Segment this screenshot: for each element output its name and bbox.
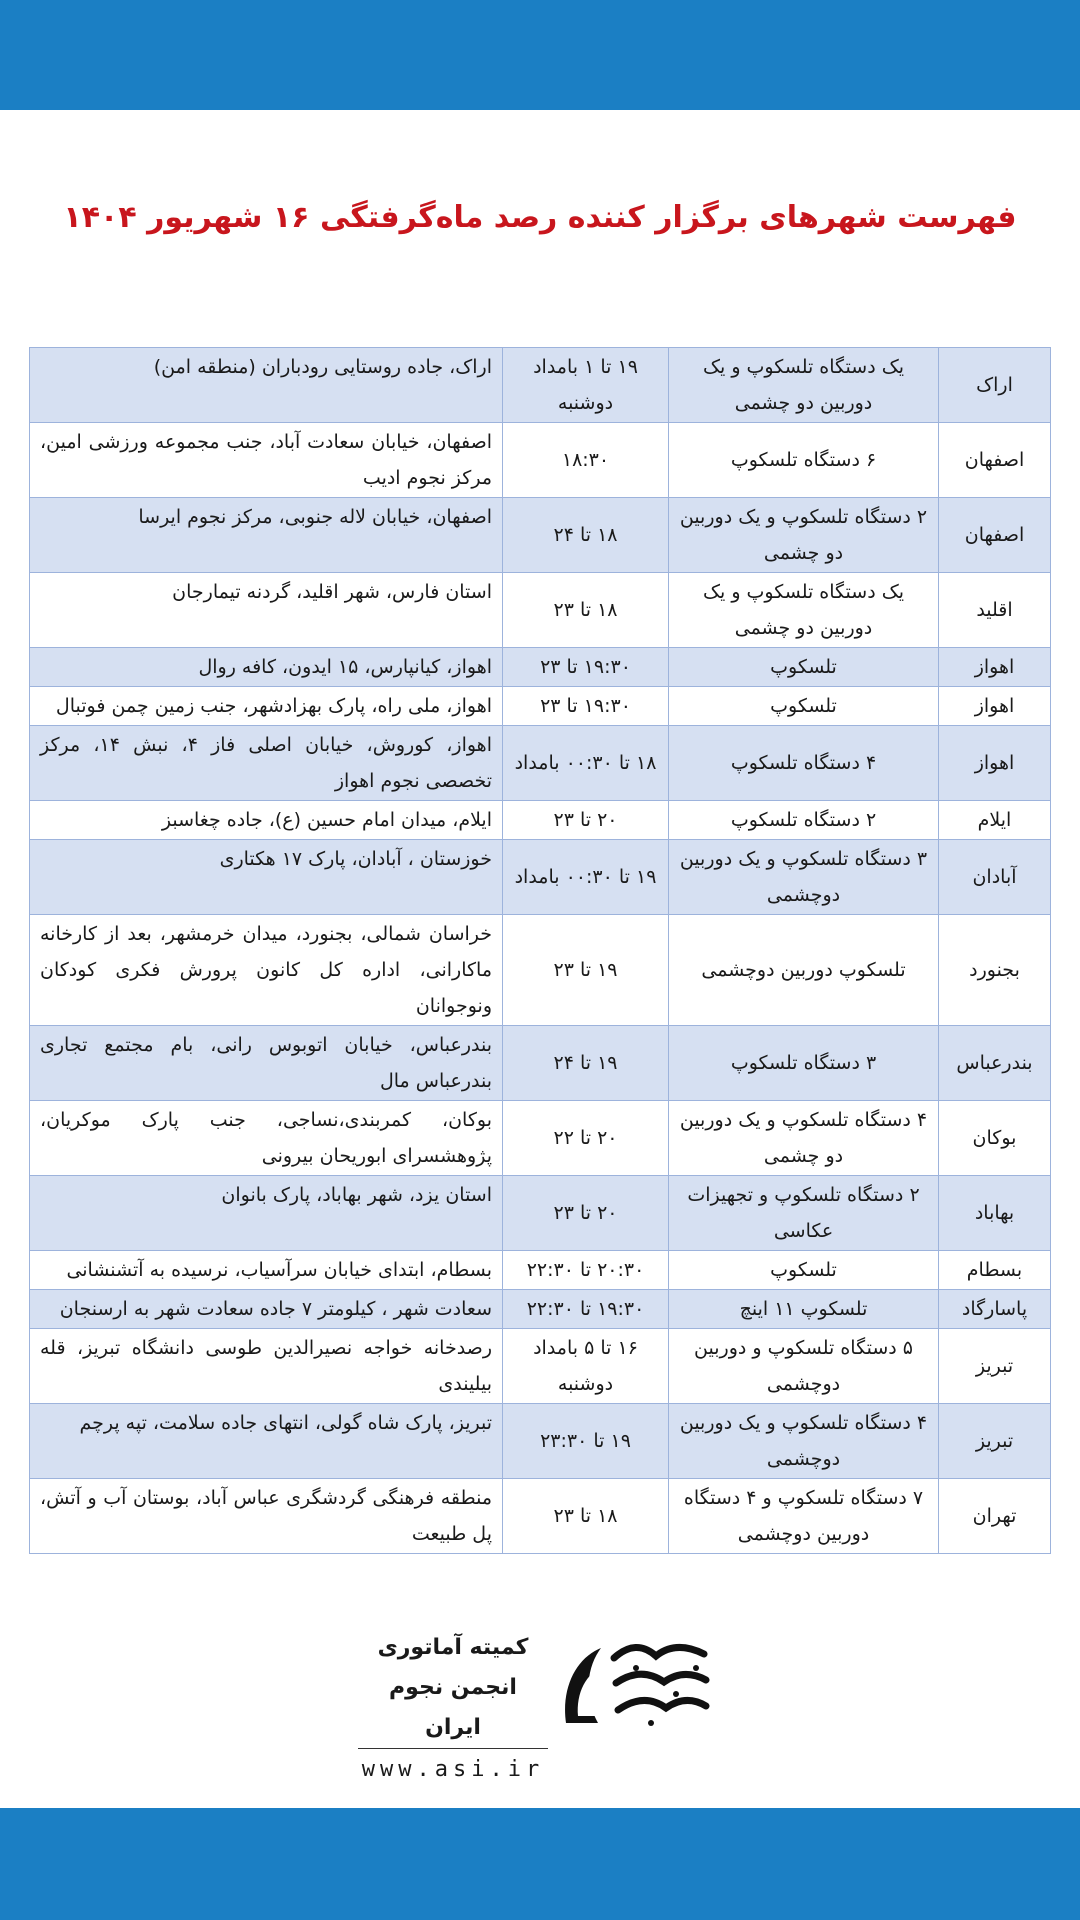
time-cell: ۱۹:۳۰ تا ۲۲:۳۰ [503, 1290, 669, 1329]
equipment-cell: ۳ دستگاه تلسکوپ و یک دوربین دوچشمی [669, 840, 939, 915]
time-cell: ۲۰:۳۰ تا ۲۲:۳۰ [503, 1251, 669, 1290]
website-url[interactable]: www.asi.ir [361, 1757, 545, 1782]
city-cell: اهواز [939, 726, 1051, 801]
time-cell: ۲۰ تا ۲۳ [503, 1176, 669, 1251]
equipment-cell: ۷ دستگاه تلسکوپ و ۴ دستگاه دوربین دوچشمی [669, 1479, 939, 1554]
equipment-cell: ۲ دستگاه تلسکوپ [669, 801, 939, 840]
city-cell: پاسارگاد [939, 1290, 1051, 1329]
city-cell: بهاباد [939, 1176, 1051, 1251]
city-cell: بوکان [939, 1101, 1051, 1176]
time-cell: ۱۸ تا ۰۰:۳۰ بامداد [503, 726, 669, 801]
table-row [30, 1101, 1051, 1176]
time-cell: ۲۰ تا ۲۲ [503, 1101, 669, 1176]
location-cell: استان یزد، شهر بهاباد، پارک بانوان [30, 1176, 503, 1251]
society-logo-icon [556, 1628, 716, 1738]
city-cell: اراک [939, 348, 1051, 423]
city-cell: اقلید [939, 573, 1051, 648]
location-cell: خراسان شمالی، بجنورد، میدان خرمشهر، بعد از کارخانه ماکارانی، اداره کل کانون پرورش فکری کودکان ونوجوانان [30, 915, 503, 1026]
city-cell: آبادان [939, 840, 1051, 915]
equipment-cell: یک دستگاه تلسکوپ و یک دوربین دو چشمی [669, 348, 939, 423]
equipment-cell: ۴ دستگاه تلسکوپ [669, 726, 939, 801]
location-cell: اهواز، کوروش، خیابان اصلی فاز ۴، نبش ۱۴، مرکز تخصصی نجوم اهواز [30, 726, 503, 801]
table-row [30, 1479, 1051, 1554]
table-row [30, 348, 1051, 423]
location-cell: اهواز، کیانپارس، ۱۵ ایدون، کافه روال [30, 648, 503, 687]
equipment-cell: تلسکوپ [669, 648, 939, 687]
society-name: انجمن نجوم ایران [358, 1668, 548, 1749]
location-cell: بوکان، کمربندی،نساجی، جنب پارک موکریان، پژوهشسرای ابوریحان بیرونی [30, 1101, 503, 1176]
time-cell: ۱۹ تا ۱ بامداد دوشنبه [503, 348, 669, 423]
top-banner [0, 0, 1080, 110]
time-cell: ۱۶ تا ۵ بامداد دوشنبه [503, 1329, 669, 1404]
footer-credits [358, 1628, 548, 1791]
table-row [30, 840, 1051, 915]
city-cell: اهواز [939, 687, 1051, 726]
table-row [30, 1176, 1051, 1251]
location-cell: خوزستان ، آبادان، پارک ۱۷ هکتاری [30, 840, 503, 915]
table-row [30, 573, 1051, 648]
equipment-cell: ۴ دستگاه تلسکوپ و یک دوربین دوچشمی [669, 1404, 939, 1479]
equipment-cell: تلسکوپ ۱۱ اینچ [669, 1290, 939, 1329]
equipment-cell: تلسکوپ [669, 1251, 939, 1290]
location-cell: سعادت شهر ، کیلومتر ۷ جاده سعادت شهر به ارسنجان [30, 1290, 503, 1329]
location-cell: استان فارس، شهر اقلید، گردنه تیمارجان [30, 573, 503, 648]
table-row [30, 1251, 1051, 1290]
table-row [30, 1404, 1051, 1479]
location-cell: بسطام، ابتدای خیابان سرآسیاب، نرسیده به آتشنشانی [30, 1251, 503, 1290]
equipment-cell: ۳ دستگاه تلسکوپ [669, 1026, 939, 1101]
equipment-cell: تلسکوپ [669, 687, 939, 726]
equipment-cell: ۴ دستگاه تلسکوپ و یک دوربین دو چشمی [669, 1101, 939, 1176]
city-cell: بجنورد [939, 915, 1051, 1026]
city-cell: اصفهان [939, 498, 1051, 573]
time-cell: ۱۸ تا ۲۴ [503, 498, 669, 573]
time-cell: ۱۹:۳۰ تا ۲۳ [503, 648, 669, 687]
table-row [30, 648, 1051, 687]
equipment-cell: ۲ دستگاه تلسکوپ و تجهیزات عکاسی [669, 1176, 939, 1251]
equipment-cell: ۶ دستگاه تلسکوپ [669, 423, 939, 498]
equipment-cell: یک دستگاه تلسکوپ و یک دوربین دو چشمی [669, 573, 939, 648]
city-cell: ایلام [939, 801, 1051, 840]
equipment-cell: ۵ دستگاه تلسکوپ و دوربین دوچشمی [669, 1329, 939, 1404]
table-row [30, 498, 1051, 573]
location-cell: اصفهان، خیابان لاله جنوبی، مرکز نجوم ایرسا [30, 498, 503, 573]
equipment-cell: تلسکوپ دوربین دوچشمی [669, 915, 939, 1026]
location-cell: تبریز، پارک شاه گولی، انتهای جاده سلامت، تپه پرچم [30, 1404, 503, 1479]
table-row [30, 423, 1051, 498]
table-row [30, 801, 1051, 840]
location-cell: بندرعباس، خیابان اتوبوس رانی، بام مجتمع تجاری بندرعباس مال [30, 1026, 503, 1101]
time-cell: ۱۹ تا ۲۳ [503, 915, 669, 1026]
table-row [30, 915, 1051, 1026]
location-cell: رصدخانه خواجه نصیرالدین طوسی دانشگاه تبریز، قله بیلیندی [30, 1329, 503, 1404]
table-row [30, 687, 1051, 726]
city-cell: تبریز [939, 1404, 1051, 1479]
time-cell: ۱۸ تا ۲۳ [503, 1479, 669, 1554]
city-cell: بسطام [939, 1251, 1051, 1290]
equipment-cell: ۲ دستگاه تلسکوپ و یک دوربین دو چشمی [669, 498, 939, 573]
city-cell: تهران [939, 1479, 1051, 1554]
time-cell: ۱۹ تا ۲۳:۳۰ [503, 1404, 669, 1479]
time-cell: ۱۸ تا ۲۳ [503, 573, 669, 648]
time-cell: ۱۸:۳۰ [503, 423, 669, 498]
city-cell: بندرعباس [939, 1026, 1051, 1101]
city-cell: اهواز [939, 648, 1051, 687]
table-row [30, 726, 1051, 801]
location-cell: ایلام، میدان امام حسین (ع)، جاده چغاسبز [30, 801, 503, 840]
schedule-table [29, 347, 1051, 1554]
time-cell: ۲۰ تا ۲۳ [503, 801, 669, 840]
time-cell: ۱۹ تا ۲۴ [503, 1026, 669, 1101]
city-cell: تبریز [939, 1329, 1051, 1404]
page-title: فهرست شهرهای برگزار کننده رصد ماه‌گرفتگی ۱۶ شهریور ۱۴۰۴ [63, 200, 1017, 235]
table-row [30, 1026, 1051, 1101]
bottom-banner [0, 1808, 1080, 1920]
time-cell: ۱۹ تا ۰۰:۳۰ بامداد [503, 840, 669, 915]
location-cell: اصفهان، خیابان سعادت آباد، جنب مجموعه ورزشی امین، مرکز نجوم ادیب [30, 423, 503, 498]
table-row [30, 1290, 1051, 1329]
location-cell: منطقه فرهنگی گردشگری عباس آباد، بوستان آب و آتش، پل طبیعت [30, 1479, 503, 1554]
time-cell: ۱۹:۳۰ تا ۲۳ [503, 687, 669, 726]
table-row [30, 1329, 1051, 1404]
committee-name: کمیته آماتوری [377, 1635, 529, 1660]
city-cell: اصفهان [939, 423, 1051, 498]
location-cell: اراک، جاده روستایی رودباران (منطقه امن) [30, 348, 503, 423]
location-cell: اهواز، ملی راه، پارک بهزادشهر، جنب زمین چمن فوتبال [30, 687, 503, 726]
